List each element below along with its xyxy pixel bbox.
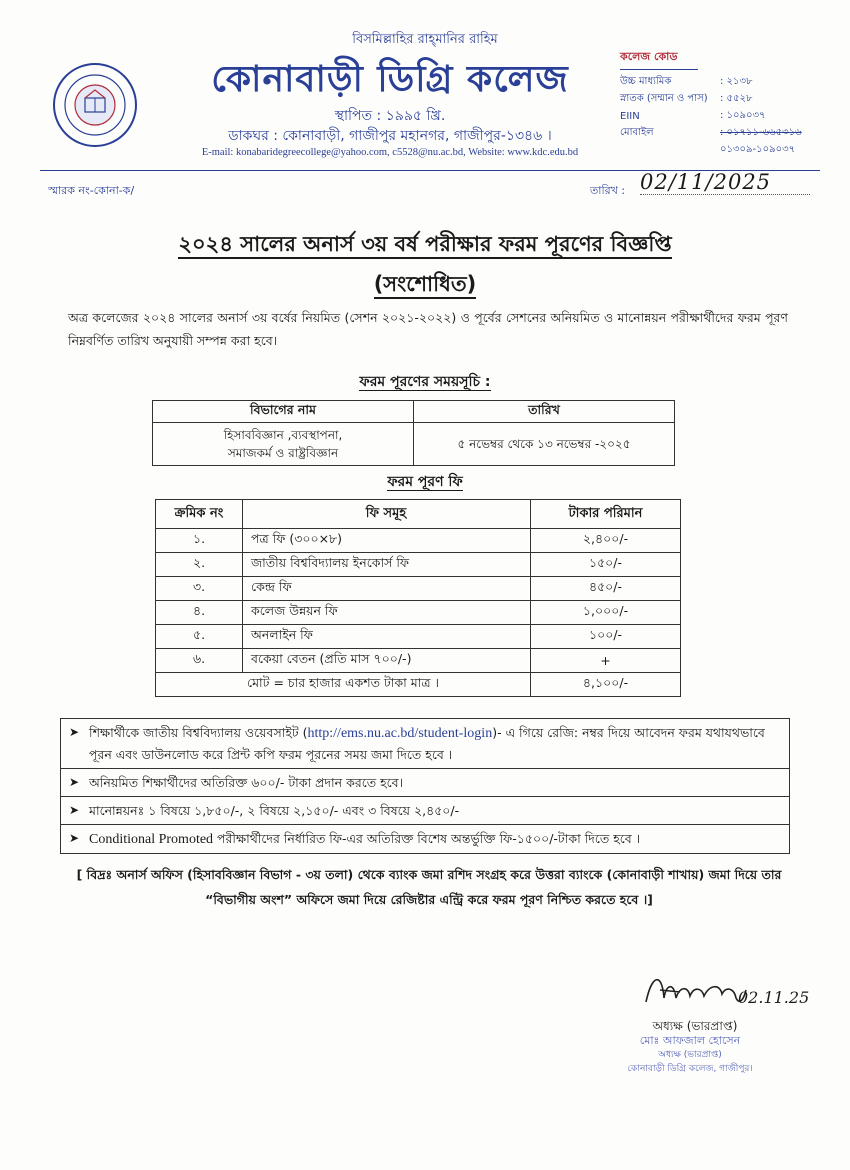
fee-name: বকেয়া বেতন (প্রতি মাস ৭০০/-) <box>243 649 531 673</box>
col-serial: ক্রমিক নং <box>156 500 243 529</box>
arrow-bullet-icon: ➤ <box>69 775 80 789</box>
instructions-box <box>60 718 790 854</box>
departments-line: হিসাববিজ্ঞান ,ব্যবস্থাপনা, <box>223 428 343 442</box>
fee-total-amount: ৪,১০০/- <box>531 673 681 697</box>
fee-amount: ১৫০/- <box>531 553 681 577</box>
fee-serial: ১. <box>156 529 243 553</box>
note-text: অনিয়মিত শিক্ষার্থীদের অতিরিক্ত ৬০০/- টাকা প্রদান করতে হবে। <box>89 775 404 790</box>
note-text: )- এ গিয়ে রেজি: নম্বর দিয়ে আবেদন ফরম যথাযথভাবে পূরন এবং ডাউনলোড করে প্রিন্ট কপি ফরম পূরনের সময় জমা দিতে হবে । <box>89 725 765 762</box>
fee-name: কেন্দ্র ফি <box>243 577 531 601</box>
stamp-name: মোঃ আফজাল হোসেন <box>639 1034 741 1047</box>
fee-amount: ১,০০০/- <box>531 601 681 625</box>
code-label: EIIN <box>620 111 640 122</box>
fee-serial: ৫. <box>156 625 243 649</box>
fee-amount: ২,৪০০/- <box>531 529 681 553</box>
code-value: : ১০৯০৩৭ <box>720 110 766 121</box>
arrow-bullet-icon: ➤ <box>69 725 80 739</box>
stamp-college: কোনাবাড়ী ডিগ্রি কলেজ, গাজীপুর। <box>627 1064 753 1074</box>
list-item <box>60 718 790 768</box>
code-row <box>620 74 820 91</box>
schedule-header-row <box>153 401 675 423</box>
signatory-title: অধ্যক্ষ (ভারপ্রাপ্ত) <box>652 1019 738 1033</box>
notice-title <box>0 228 850 263</box>
fee-name: অনলাইন ফি <box>243 625 531 649</box>
official-stamp <box>590 1034 790 1076</box>
established-year: স্থাপিত : ১৯৯৫ খ্রি. <box>334 108 446 124</box>
schedule-heading-text: ফরম পূরণের সময়সূচি : <box>359 374 491 390</box>
dates-cell: ৫ নভেম্বর থেকে ১৩ নভেম্বর -২০২৫ <box>414 423 675 466</box>
intro-paragraph: অত্র কলেজের ২০২৪ সালের অনার্স ৩য় বর্ষের নিয়মিত (সেশন ২০২১-২০২২) ও পূর্বের সেশনের অনিয়মিত ও মানোন্নয়ন পরীক্ষার্থীদের ফরম পূরণ নিম্নবর্ণিত তারিখ অনুযায়ী সম্পন্ন করা হবে। <box>68 310 788 348</box>
footer-note: [ বিদ্রঃ অনার্স অফিস (হিসাববিজ্ঞান বিভাগ - ৩য় তলা) থেকে ব্যাংক জমা রশিদ সংগ্রহ করে উত্তরা ব্যাংকে (কোনাবাড়ী শাখায়) জমা দিয়ে তার “বিভাগীয় অংশ” অফিসে জমা দিয়ে রেজিষ্টার এন্ট্রি করে ফরম পূরণ নিশ্চিত করতে হবে ।] <box>76 867 782 907</box>
departments-cell <box>153 423 414 466</box>
arrow-bullet-icon: ➤ <box>69 803 80 817</box>
schedule-row <box>153 423 675 466</box>
college-logo-seal <box>52 62 138 148</box>
table-row <box>156 649 681 673</box>
code-label: উচ্চ মাধ্যমিক <box>620 76 672 87</box>
fee-serial: ২. <box>156 553 243 577</box>
fee-serial: ৩. <box>156 577 243 601</box>
fee-total-row <box>156 673 681 697</box>
code-row <box>620 108 820 125</box>
fee-name: জাতীয় বিশ্ববিদ্যালয় ইনকোর্স ফি <box>243 553 531 577</box>
fee-amount: ৪৫০/- <box>531 577 681 601</box>
schedule-heading <box>0 370 850 394</box>
col-amount: টাকার পরিমান <box>531 500 681 529</box>
fee-heading-text: ফরম পূরণ ফি <box>387 474 463 490</box>
col-fee: ফি সমূহ <box>243 500 531 529</box>
student-login-link[interactable]: http://ems.nu.ac.bd/student-login <box>307 726 493 741</box>
table-row <box>156 601 681 625</box>
date-value: 02/11/2025 <box>640 170 810 195</box>
fee-serial: ৪. <box>156 601 243 625</box>
code-value: : ২১৩৮ <box>720 76 753 87</box>
extra-phone: ০১৩০৯-১০৯০৩৭ <box>720 144 796 155</box>
note-text: মানোন্নয়নঃ ১ বিষয়ে ১,৮৫০/-, ২ বিষয়ে ২,১৫০/- এবং ৩ বিষয়ে ২,৪৫০/- <box>89 803 460 818</box>
fee-table <box>155 499 681 697</box>
notice-title-text: ২০২৪ সালের অনার্স ৩য় বর্ষ পরীক্ষার ফরম পূরণের বিজ্ঞপ্তি <box>178 232 671 259</box>
arrow-bullet-icon: ➤ <box>69 831 80 845</box>
note-text: শিক্ষার্থীকে জাতীয় বিশ্ববিদ্যালয় ওয়েবসাইট ( <box>89 725 308 740</box>
col-department: বিভাগের নাম <box>153 401 414 423</box>
postal-address: ডাকঘর : কোনাবাড়ী, গাজীপুর মহানগর, গাজীপুর-১৩৪৬ । <box>228 128 552 144</box>
list-item <box>60 796 790 824</box>
departments-line: সমাজকর্ম ও রাষ্ট্রবিজ্ঞান <box>227 446 339 460</box>
contact-line: E-mail: konabaridegreecollege@yahoo.com, c5528@nu.ac.bd, Website: www.kdc.edu.bd <box>201 147 579 158</box>
table-row <box>156 553 681 577</box>
notice-subtitle <box>0 268 850 303</box>
fee-heading <box>0 470 850 494</box>
fee-serial: ৬. <box>156 649 243 673</box>
fee-amount: + <box>531 649 681 673</box>
code-value: : ০১৭১১-৬৬৫৩১৬ <box>720 127 802 138</box>
stamp-title: অধ্যক্ষ (ভারপ্রাপ্ত) <box>658 1050 722 1060</box>
signature-date: 02.11.25 <box>738 988 810 1007</box>
code-value: : ৫৫২৮ <box>720 93 753 104</box>
code-label: স্নাতক (সম্মান ও পাস) <box>620 93 708 104</box>
col-date: তারিখ <box>414 401 675 423</box>
college-codes <box>620 48 820 159</box>
college-name: কোনাবাড়ী ডিগ্রি কলেজ <box>211 58 569 100</box>
bismillah: বিসমিল্লাহির রাহ্‌মানির রাহিম <box>352 32 498 47</box>
date-label: তারিখ : <box>590 184 626 197</box>
fee-header-row <box>156 500 681 529</box>
fee-amount: ১০০/- <box>531 625 681 649</box>
list-item <box>60 768 790 796</box>
table-row <box>156 625 681 649</box>
code-label: মোবাইল <box>620 127 654 138</box>
fee-name: কলেজ উন্নয়ন ফি <box>243 601 531 625</box>
table-row <box>156 529 681 553</box>
fee-total-label: মোট = চার হাজার একশত টাকা মাত্র । <box>156 673 531 697</box>
memo-number: স্মারক নং-কোনা-ক/ <box>48 184 135 197</box>
fee-name: পত্র ফি (৩০০×৮) <box>243 529 531 553</box>
code-row <box>620 125 820 142</box>
note-text-english: Conditional Promoted <box>89 832 214 847</box>
note-text: পরীক্ষার্থীদের নির্ধারিত ফি-এর অতিরিক্ত বিশেষ অন্তর্ভুক্তি ফি-১৫০০/-টাকা দিতে হবে । <box>213 831 641 846</box>
list-item <box>60 824 790 854</box>
table-row <box>156 577 681 601</box>
codes-title: কলেজ কোড <box>620 48 698 70</box>
code-row <box>620 91 820 108</box>
notice-subtitle-text: (সংশোধিত) <box>374 272 477 299</box>
schedule-table <box>152 400 675 466</box>
